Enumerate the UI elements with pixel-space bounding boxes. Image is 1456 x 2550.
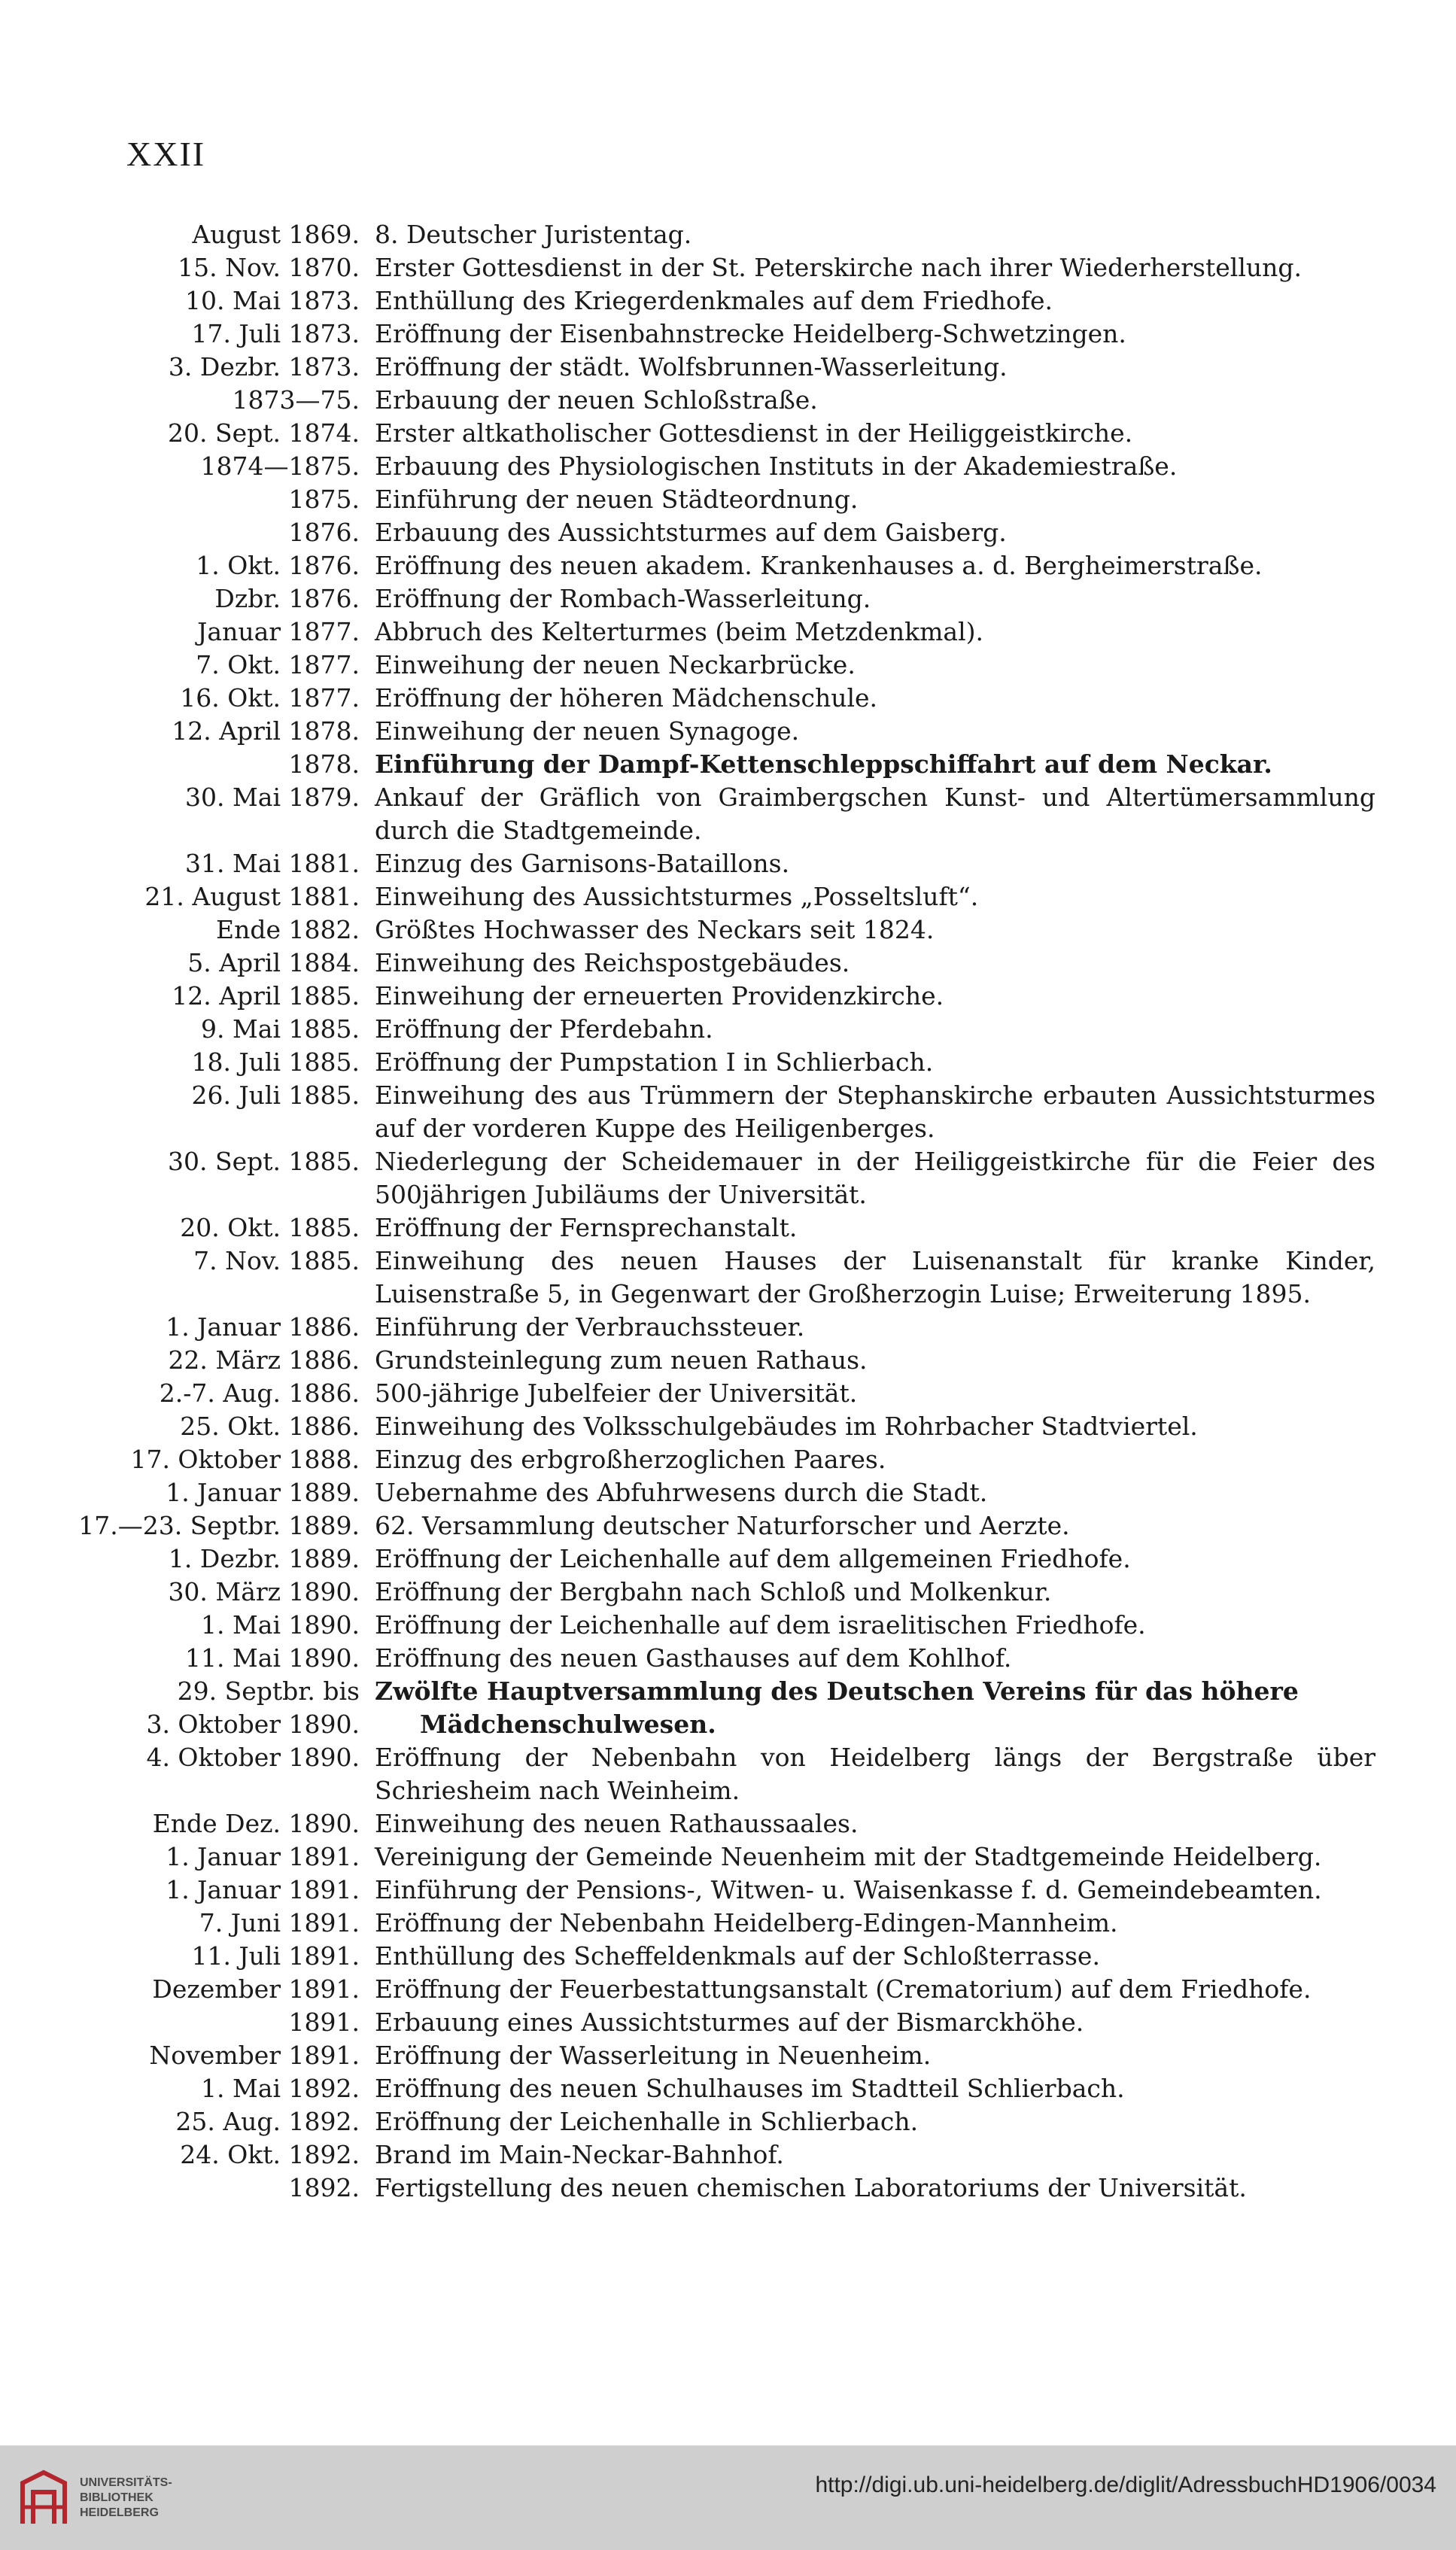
chronicle-entry [0, 1576, 1456, 1609]
chronicle-entry [0, 1245, 1456, 1311]
entry-date: August 1869. [192, 220, 360, 249]
chronicle-entry [0, 615, 1456, 649]
entry-date: 4. Oktober 1890. [146, 1743, 360, 1772]
entry-text: Vereinigung der Gemeinde Neuenheim mit der Stadtgemeinde Heidelberg. [375, 1842, 1322, 1871]
entry-date: 9. Mai 1885. [201, 1014, 360, 1044]
chronicle-entry [0, 682, 1456, 715]
entry-text: Erbauung des Physiologischen Instituts in der Akademiestraße. [375, 451, 1178, 481]
entry-date: 1. Januar 1889. [166, 1478, 360, 1507]
chronicle-entry [0, 1046, 1456, 1079]
entry-date: 3. Dezbr. 1873. [168, 352, 360, 381]
chronicle-entry [0, 582, 1456, 615]
entry-text: Fertigstellung des neuen chemischen Laboratoriums der Universität. [375, 2173, 1247, 2202]
entry-text: 500-jährige Jubelfeier der Universität. [375, 1378, 858, 1408]
chronicle-entry [0, 2039, 1456, 2072]
entry-date: Dezember 1891. [152, 1974, 360, 2004]
entry-text: Eröffnung des neuen Schulhauses im Stadtteil Schlierbach. [375, 2074, 1125, 2103]
entry-date: 1. Januar 1891. [166, 1875, 360, 1904]
chronicle-entry [0, 2172, 1456, 2205]
entry-text: Einführung der neuen Städteordnung. [375, 485, 859, 514]
entry-date: Januar 1877. [197, 617, 360, 646]
chronicle-entry [0, 1211, 1456, 1245]
entry-text: Eröffnung der höheren Mädchenschule. [375, 683, 878, 713]
chronicle-entry [0, 1675, 1456, 1708]
entry-date: 17. Oktober 1888. [130, 1445, 360, 1474]
entry-date: 7. Juni 1891. [199, 1908, 360, 1938]
entry-text: Eröffnung der Nebenbahn von Heidelberg längs der Bergstraße über Schriesheim nach Weinheim. [375, 1743, 1375, 1805]
entry-date: 31. Mai 1881. [185, 849, 360, 878]
entry-text: Ankauf der Gräflich von Graimbergschen Kunst- und Altertümersammlung durch die Stadtgemeinde. [375, 783, 1375, 845]
chronicle-entry [0, 1079, 1456, 1145]
entry-date: 1876. [288, 518, 360, 547]
viewer-footer-bar [0, 2445, 1456, 2550]
chronicle-entry [0, 1145, 1456, 1211]
entry-text: Eröffnung der Nebenbahn Heidelberg-Edingen-Mannheim. [375, 1908, 1118, 1938]
entry-text: Enthüllung des Scheffeldenkmals auf der Schloßterrasse. [375, 1941, 1100, 1971]
entry-date: 1. Mai 1890. [201, 1610, 360, 1640]
permalink-url[interactable]: http://digi.ub.uni-heidelberg.de/diglit/AdressbuchHD1906/0034 [815, 2472, 1436, 2497]
library-name-line: UNIVERSITÄTS- [80, 2476, 172, 2489]
chronicle-entry [0, 1443, 1456, 1476]
entry-text: Eröffnung der Eisenbahnstrecke Heidelberg-Schwetzingen. [375, 319, 1126, 348]
chronicle-entry [0, 1344, 1456, 1377]
entry-text: Erbauung eines Aussichtsturmes auf der Bismarckhöhe. [375, 2007, 1084, 2037]
entry-text: Eröffnung der Leichenhalle auf dem allgemeinen Friedhofe. [375, 1544, 1131, 1573]
chronicle-entry [0, 284, 1456, 318]
library-name-line: BIBLIOTHEK [80, 2491, 154, 2504]
chronicle-entry [0, 980, 1456, 1013]
chronicle-entry [0, 1013, 1456, 1046]
entry-date: 20. Okt. 1885. [180, 1213, 360, 1242]
entry-text: Eröffnung der Feuerbestattungsanstalt (Crematorium) auf dem Friedhofe. [375, 1974, 1312, 2004]
entry-date: November 1891. [149, 2041, 360, 2070]
chronicle-entry [0, 384, 1456, 417]
library-name [80, 2476, 172, 2521]
entry-text: Einzug des Garnisons-Bataillons. [375, 849, 790, 878]
entry-text: Abbruch des Kelterturmes (beim Metzdenkmal). [375, 617, 983, 646]
chronicle-entry [0, 947, 1456, 980]
entry-date: 1. Mai 1892. [201, 2074, 360, 2103]
entry-date: 26. Juli 1885. [191, 1080, 360, 1110]
library-name-line: HEIDELBERG [80, 2506, 159, 2519]
entry-text: Eröffnung der Fernsprechanstalt. [375, 1213, 798, 1242]
entry-date: 30. März 1890. [168, 1577, 360, 1606]
entry-date: 25. Okt. 1886. [180, 1412, 360, 1441]
entry-text: Einweihung des neuen Hauses der Luisenanstalt für kranke Kinder, Luisenstraße 5, in Gegenwart der Großherzogin Luise; Erweiterung 1895. [375, 1246, 1375, 1308]
entry-text: Eröffnung der Bergbahn nach Schloß und Molkenkur. [375, 1577, 1052, 1606]
chronicle-entry [0, 880, 1456, 913]
entry-date: 17.—23. Septbr. 1889. [78, 1511, 360, 1540]
entry-date: 10. Mai 1873. [185, 286, 360, 315]
entry-text: Niederlegung der Scheidemauer in der Heiliggeistkirche für die Feier des 500jährigen Jubiläums der Universität. [375, 1147, 1375, 1209]
library-seal-icon [17, 2469, 71, 2530]
entry-date: 1875. [288, 485, 360, 514]
chronicle-entry [0, 2006, 1456, 2039]
entry-date: 1873—75. [232, 385, 360, 415]
chronicle-entry [0, 483, 1456, 516]
entry-date: 7. Nov. 1885. [193, 1246, 360, 1275]
chronicle-entry [0, 1874, 1456, 1907]
entry-date: 1878. [288, 749, 360, 779]
entry-text: Erbauung des Aussichtsturmes auf dem Gaisberg. [375, 518, 1007, 547]
chronicle-entry [0, 1741, 1456, 1807]
chronicle-entry [0, 1907, 1456, 1940]
entry-text: Einweihung des Reichspostgebäudes. [375, 948, 850, 977]
entry-text: Erster altkatholischer Gottesdienst in der Heiliggeistkirche. [375, 418, 1133, 448]
entry-date: 12. April 1878. [172, 716, 360, 746]
chronicle-entry [0, 2105, 1456, 2138]
chronicle-entry [0, 450, 1456, 483]
entry-date: 3. Oktober 1890. [146, 1710, 360, 1739]
entry-text: Grundsteinlegung zum neuen Rathaus. [375, 1345, 868, 1375]
library-logo[interactable] [17, 2469, 197, 2537]
chronicle-entry [0, 715, 1456, 748]
entry-text: Eröffnung der Leichenhalle in Schlierbach. [375, 2107, 919, 2136]
chronicle-entry [0, 1311, 1456, 1344]
entry-text: 8. Deutscher Juristentag. [375, 220, 692, 249]
entry-date: 1. Dezbr. 1889. [168, 1544, 360, 1573]
chronicle-entry [0, 2072, 1456, 2105]
entry-date: 21. August 1881. [144, 882, 360, 911]
entry-text: Einzug des erbgroßherzoglichen Paares. [375, 1445, 886, 1474]
entry-date: 30. Mai 1879. [185, 783, 360, 812]
entry-text: Enthüllung des Kriegerdenkmales auf dem Friedhofe. [375, 286, 1053, 315]
entry-text: Erbauung der neuen Schloßstraße. [375, 385, 818, 415]
entry-date: 15. Nov. 1870. [178, 253, 360, 282]
entry-date: 18. Juli 1885. [191, 1047, 360, 1077]
entry-text: Eröffnung der Pumpstation I in Schlierbach. [375, 1047, 934, 1077]
entry-text: Eröffnung der Leichenhalle auf dem israelitischen Friedhofe. [375, 1610, 1146, 1640]
entry-text: Einweihung der neuen Neckarbrücke. [375, 650, 856, 679]
chronicle-entry [0, 218, 1456, 251]
chronicle-entry [0, 748, 1456, 781]
chronicle-entry [0, 1973, 1456, 2006]
entry-text: Einführung der Dampf-Kettenschleppschiffahrt auf dem Neckar. [375, 749, 1272, 779]
chronicle-entry [0, 649, 1456, 682]
chronicle-entry [0, 1476, 1456, 1509]
chronicle-entry [0, 1609, 1456, 1642]
chronicle-entry [0, 1708, 1456, 1741]
entry-date: 11. Juli 1891. [191, 1941, 360, 1971]
entry-date: Ende 1882. [216, 915, 360, 944]
chronicle-entry [0, 351, 1456, 384]
chronicle-entry [0, 2138, 1456, 2172]
entry-date: 1. Januar 1891. [166, 1842, 360, 1871]
entry-date: 25. Aug. 1892. [175, 2107, 360, 2136]
entry-date: 5. April 1884. [187, 948, 360, 977]
chronicle-entry [0, 251, 1456, 284]
entry-text: Eröffnung des neuen akadem. Krankenhauses a. d. Bergheimerstraße. [375, 551, 1263, 580]
chronicle-entry [0, 1642, 1456, 1675]
entry-text: Zwölfte Hauptversammlung des Deutschen Vereins für das höhere [375, 1676, 1299, 1706]
entry-date: 2.-7. Aug. 1886. [159, 1378, 360, 1408]
chronicle-entry [0, 417, 1456, 450]
entry-text: Uebernahme des Abfuhrwesens durch die Stadt. [375, 1478, 988, 1507]
entry-text: Eröffnung des neuen Gasthauses auf dem Kohlhof. [375, 1643, 1012, 1673]
entry-date: 1892. [288, 2173, 360, 2202]
chronicle-entry [0, 1940, 1456, 1973]
chronicle-entry [0, 1377, 1456, 1410]
entry-date: 1. Okt. 1876. [196, 551, 360, 580]
entry-date: 11. Mai 1890. [185, 1643, 360, 1673]
entry-text: Eröffnung der Rombach-Wasserleitung. [375, 584, 871, 613]
entry-date: 17. Juli 1873. [191, 319, 360, 348]
chronicle-list [0, 218, 1456, 2205]
chronicle-entry [0, 516, 1456, 549]
chronicle-entry [0, 1807, 1456, 1840]
entry-date: 1891. [288, 2007, 360, 2037]
chronicle-entry [0, 1410, 1456, 1443]
entry-text: 62. Versammlung deutscher Naturforscher und Aerzte. [375, 1511, 1070, 1540]
entry-text: Mädchenschulwesen. [420, 1710, 716, 1739]
entry-text: Eröffnung der Wasserleitung in Neuenheim. [375, 2041, 932, 2070]
entry-date: 20. Sept. 1874. [168, 418, 360, 448]
entry-text: Größtes Hochwasser des Neckars seit 1824. [375, 915, 935, 944]
chronicle-entry [0, 1840, 1456, 1874]
entry-date: 22. März 1886. [168, 1345, 360, 1375]
page-number: XXII [126, 135, 206, 173]
chronicle-entry [0, 549, 1456, 582]
entry-date: 16. Okt. 1877. [180, 683, 360, 713]
entry-date: 7. Okt. 1877. [196, 650, 360, 679]
chronicle-entry [0, 781, 1456, 847]
entry-date: Ende Dez. 1890. [152, 1809, 360, 1838]
chronicle-entry [0, 847, 1456, 880]
entry-date: Dzbr. 1876. [214, 584, 360, 613]
entry-date: 12. April 1885. [172, 981, 360, 1011]
entry-text: Einweihung des neuen Rathaussaales. [375, 1809, 859, 1838]
entry-text: Einweihung der neuen Synagoge. [375, 716, 800, 746]
entry-text: Erster Gottesdienst in der St. Peterskirche nach ihrer Wiederherstellung. [375, 253, 1302, 282]
entry-text: Einweihung der erneuerten Providenzkirche. [375, 981, 944, 1011]
entry-text: Eröffnung der Pferdebahn. [375, 1014, 713, 1044]
chronicle-entry [0, 913, 1456, 947]
entry-text: Einweihung des Volksschulgebäudes im Rohrbacher Stadtviertel. [375, 1412, 1198, 1441]
chronicle-entry [0, 1509, 1456, 1542]
entry-text: Brand im Main-Neckar-Bahnhof. [375, 2140, 784, 2169]
entry-text: Einführung der Verbrauchssteuer. [375, 1312, 805, 1342]
entry-date: 1. Januar 1886. [166, 1312, 360, 1342]
entry-text: Einweihung des aus Trümmern der Stephanskirche erbauten Aussichtsturmes auf der vorderen Kuppe des Heiligenberges. [375, 1080, 1375, 1143]
entry-text: Eröffnung der städt. Wolfsbrunnen-Wasserleitung. [375, 352, 1008, 381]
entry-text: Einführung der Pensions-, Witwen- u. Waisenkasse f. d. Gemeindebeamten. [375, 1875, 1322, 1904]
entry-date: 1874—1875. [200, 451, 360, 481]
entry-date: 30. Sept. 1885. [168, 1147, 360, 1176]
entry-text: Einweihung des Aussichtsturmes „Posseltsluft“. [375, 882, 979, 911]
entry-date: 24. Okt. 1892. [180, 2140, 360, 2169]
entry-date: 29. Septbr. bis [177, 1676, 360, 1706]
chronicle-entry [0, 318, 1456, 351]
chronicle-entry [0, 1542, 1456, 1576]
